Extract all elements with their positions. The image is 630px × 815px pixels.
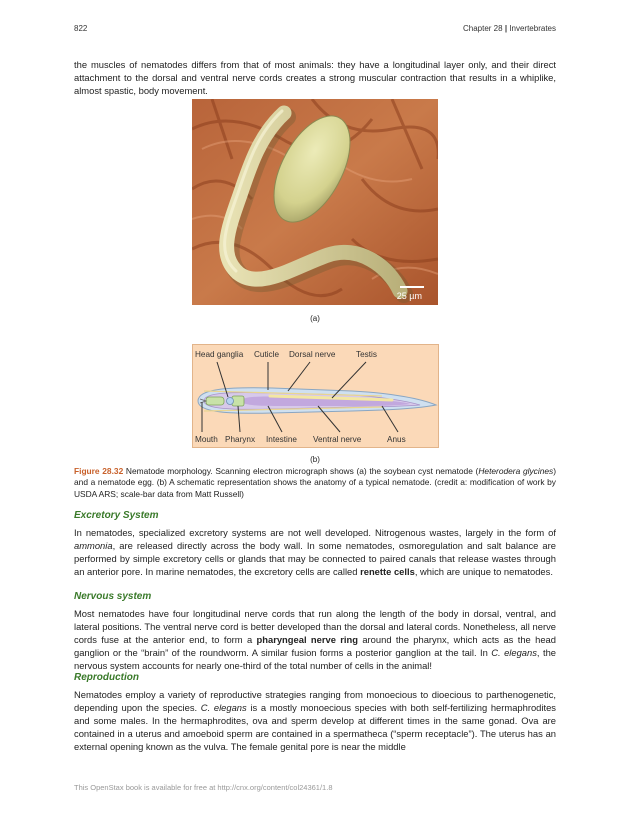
- footer-availability-note: This OpenStax book is available for free at http://cnx.org/content/col24361/1.8: [74, 783, 333, 792]
- heading-reproduction: Reproduction: [74, 672, 139, 683]
- header-separator: |: [504, 24, 508, 33]
- label-testis: Testis: [356, 350, 377, 359]
- label-intestine: Intestine: [266, 435, 297, 444]
- caption-species: Heterodera glycines: [478, 466, 554, 476]
- excretory-text-1: In nematodes, specialized excretory systems are not well developed. Nitrogenous wastes, largely in the form of: [74, 527, 556, 538]
- caption-text-1: Nematode morphology. Scanning electron micrograph shows (a) the soybean cyst nematode (: [125, 466, 479, 476]
- label-cuticle: Cuticle: [254, 350, 280, 359]
- nervous-text-2: around the pharynx, which acts as the head ganglion or the “brain” of the roundworm. A similar fusion forms a posterior ganglion at the tail. In: [74, 633, 556, 658]
- term-c-elegans: C. elegans: [491, 646, 537, 658]
- nervous-paragraph: [74, 608, 556, 673]
- heading-excretory-system: Excretory System: [74, 510, 159, 521]
- term-ammonia: ammonia: [74, 539, 113, 551]
- term-renette-cells: renette cells: [360, 565, 415, 577]
- term-pharyngeal-nerve-ring: pharyngeal nerve ring: [256, 633, 358, 645]
- micrograph-image: [192, 99, 438, 305]
- figure-number: Figure 28.32: [74, 466, 124, 476]
- excretory-text-2: , are released directly across the body wall. In some nematodes, osmoregulation and salt balance are performed by simple excretory cells or glands that may be connected to paired canals that release wastes through an anterior pore. In marine nematodes, the excretory cells are called: [74, 539, 556, 577]
- reproduction-block: [74, 689, 556, 754]
- caption-text-2: ) and a nematode egg. (b) A schematic representation shows the anatomy of a typical nematode. (credit a: modification of work by USDA ARS; scale-bar data from Matt Russell): [74, 466, 556, 499]
- page-number: 822: [74, 24, 88, 33]
- scale-bar-label: 25 µm: [396, 291, 422, 301]
- figure-label-b: (b): [310, 455, 320, 464]
- heading-nervous-system: Nervous system: [74, 591, 152, 602]
- figure-label-a: (a): [310, 314, 320, 323]
- reproduction-text-2: is a mostly monoecious species with both self-fertilizing hermaphrodites and some males. In the hermaphrodites, ova and sperm develop at different times in the same gonad. Ova are contained in a uterus and amoeboid sperm are contained in a spermatheca (“sperm receptacle”). The uterus has an external opening known as the vulva. The female genital pore is near the middle: [74, 701, 556, 752]
- chapter-prefix: Chapter 28: [462, 24, 503, 33]
- chapter-header: [463, 24, 556, 33]
- chapter-title: Invertebrates: [509, 24, 556, 33]
- label-pharynx: Pharynx: [225, 435, 256, 444]
- excretory-paragraph: [74, 527, 556, 579]
- figure-caption: [74, 466, 556, 500]
- label-ventral-nerve: Ventral nerve: [313, 435, 362, 444]
- excretory-block: [74, 527, 556, 579]
- nematode-schematic: [192, 344, 439, 448]
- label-mouth: Mouth: [195, 435, 218, 444]
- reproduction-text-1: Nematodes employ a variety of reproductive strategies ranging from monoecious to dioecious to parthenogenetic, depending upon the species.: [74, 689, 556, 713]
- label-head-ganglia: Head ganglia: [195, 350, 244, 359]
- intro-paragraph: the muscles of nematodes differs from that of most animals: they have a longitudinal layer only, and their direct attachment to the dorsal and ventral nerve cords creates a strong muscular contraction that results in a whiplike, almost spastic, body movement.: [74, 59, 556, 96]
- label-anus: Anus: [387, 435, 406, 444]
- label-dorsal-nerve: Dorsal nerve: [289, 350, 336, 359]
- reproduction-paragraph: [74, 689, 556, 754]
- nervous-block: [74, 608, 556, 673]
- nervous-text-3: , the nervous system accounts for nearly one-third of the total number of cells in the animal!: [74, 646, 556, 671]
- intro-block: [74, 59, 556, 98]
- excretory-text-3: , which are unique to nematodes.: [414, 565, 553, 577]
- nervous-text-1: Most nematodes have four longitudinal nerve cords that run along the length of the body in dorsal, ventral, and lateral positions. The ventral nerve cord is better developed than the dorsal and lateral cords. Nonetheless, all nerve cords fuse at the anterior end, to form a: [74, 608, 556, 645]
- term-c-elegans-2: C. elegans: [200, 701, 247, 713]
